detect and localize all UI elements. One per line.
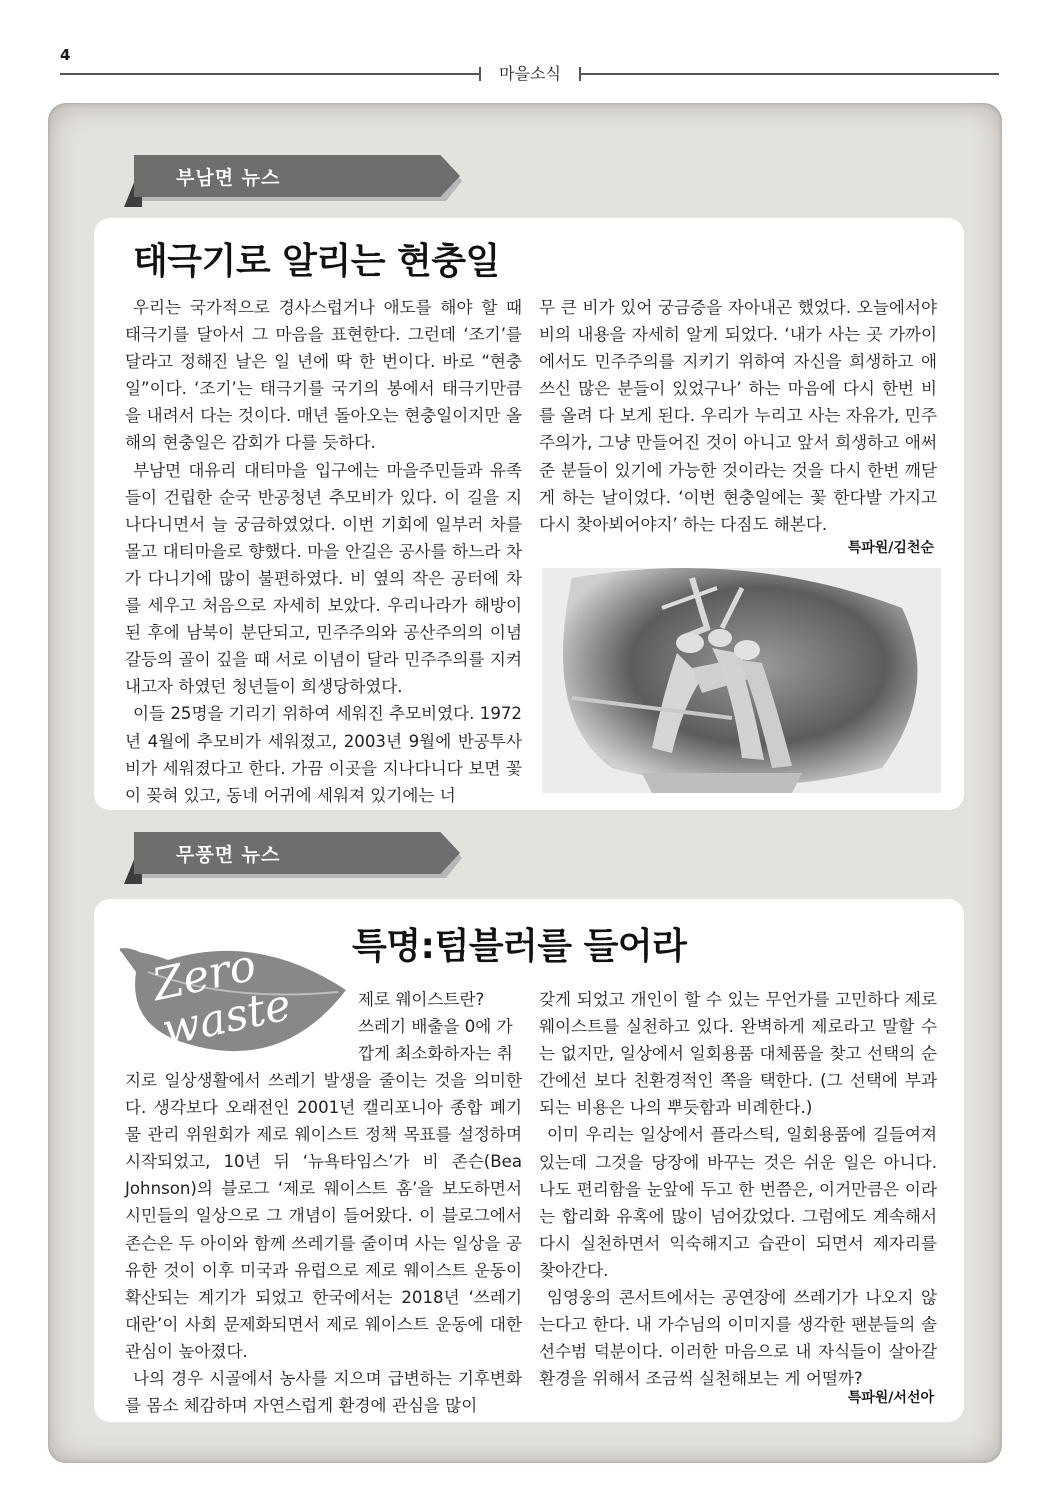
memorial-statue-photo — [542, 568, 941, 793]
article1-right-column — [539, 294, 937, 538]
paragraph: 갖게 되었고 개인이 할 수 있는 무언가를 고민하다 제로 웨이스트를 실천하고 있다. 완벽하게 제로라고 말할 수는 없지만, 일상에서 일회용품 대체품을 찾고 선택의 순간에선 보다 친환경적인 쪽을 택한다. (그 선택에 부과되는 비용은 나의 뿌듯함과 비례한다.) — [539, 990, 937, 1118]
article2-wrap-lines — [358, 986, 522, 1067]
paragraph: 무 큰 비가 있어 궁금증을 자아내곤 했었다. 오늘에서야 비의 내용을 자세히 알게 되었다. ‘내가 사는 곳 가까이에서도 민주주의를 지키기 위하여 자신을 희생하고 애쓰신 많은 분들이 있었구나’ 하는 마음에 다시 한번 비를 올려 다 보게 된다. 우리가 누리고 사는 자유가, 민주주의가, 그냥 만들어진 것이 아니고 앞서 희생하고 애써 준 분들이 있기에 가능한 것이라는 것을 다시 한번 깨닫게 하는 날이었다. ‘이번 현충일에는 꽃 한다발 가지고 다시 찾아뵈어야지’ 하는 다짐도 해본다. — [539, 298, 937, 534]
paragraph: 지로 일상생활에서 쓰레기 발생을 줄이는 것을 의미한다. 생각보다 오래전인 2001년 캘리포니아 종합 폐기물 관리 위원회가 제로 웨이스트 정책 목표를 설정하며 시작되었고, 10년 뒤 ‘뉴욕타임스’가 비 존슨(Bea Johnson)의 블로그 ‘제로 웨이스트 홈’을 보도하면서 시민들의 일상으로 그 개념이 들어왔다. 이 블로그에서 존슨은 두 아이와 함께 쓰레기를 줄이며 사는 일상을 공유한 것이 이후 미국과 유럽으로 제로 웨이스트 운동이 확산되는 계기가 되었고 한국에서는 2018년 ‘쓰레기 대란’이 사회 문제화되면서 제로 웨이스트 운동에 대한 관심이 높아졌다. — [125, 1071, 522, 1361]
ribbon-mupung-news — [124, 832, 464, 884]
zero-waste-logo — [108, 932, 360, 1062]
headline-2: 특명:텀블러를 들어라 — [352, 926, 687, 967]
article2-right-column — [539, 986, 937, 1392]
paragraph: 나의 경우 시골에서 농사를 지으며 급변하는 기후변화를 몸소 체감하며 자연스럽게 환경에 관심을 많이 — [125, 1369, 522, 1416]
paragraph: 이들 25명을 기리기 위하여 세워진 추모비였다. 1972년 4월에 추모비가 세워졌고, 2003년 9월에 반공투사비가 세워졌다고 한다. 가끔 이곳을 지나다니다 보면 꽃이 꽂혀 있고, 동네 어귀에 세워져 있기에는 너 — [125, 704, 522, 805]
wrap-line: 쓰레기 배출을 0에 가 — [358, 1017, 513, 1037]
wrap-line: 깝게 최소화하자는 취 — [358, 1044, 513, 1064]
paragraph: 우리는 국가적으로 경사스럽거나 애도를 해야 할 때 태극기를 달아서 그 마음을 표현한다. 그런데 ‘조기’를 달라고 정해진 날은 일 년에 딱 한 번이다. 바로 “현충일”이다. ‘조기’는 태극기를 국기의 봉에서 태극기만큼을 내려서 다는 것이다. 매년 돌아오는 현충일이지만 올해의 현충일은 감회가 다를 듯하다. — [125, 298, 522, 453]
headline-1: 태극기로 알리는 현충일 — [133, 241, 500, 282]
wrap-line: 제로 웨이스트란? — [358, 990, 485, 1009]
ribbon-label: 부남면 뉴스 — [176, 167, 281, 189]
article1-left-column — [125, 294, 522, 809]
section-title: 마을소식 — [479, 60, 581, 88]
byline-2: 특파원/서선아 — [847, 1390, 934, 1406]
paragraph: 부남면 대유리 대티마을 입구에는 마을주민들과 유족들이 건립한 순국 반공청년 추모비가 있다. 이 길을 지나다니면서 늘 궁금하였었다. 이번 기회에 일부러 차를 몰고 대티마을로 향했다. 마을 안길은 공사를 하느라 차가 다니기에 많이 불편하였다. 비 옆의 작은 공터에 차를 세우고 처음으로 자세히 보았다. 우리나라가 해방이 된 후에 남북이 분단되고, 민주주의와 공산주의의 이념 갈등의 골이 깊을 때 서로 이념이 달라 민주주의를 지켜내고자 하였던 청년들이 희생당하였다. — [125, 460, 522, 697]
article2-left-column — [125, 1067, 522, 1419]
paragraph: 임영웅의 콘서트에서는 공연장에 쓰레기가 나오지 않는다고 한다. 내 가수님의 이미지를 생각한 팬분들의 솔선수범 덕분이다. 이러한 마음으로 내 자식들이 살아갈 환경을 위해서 조금씩 실천해보는 게 어떨까? — [539, 1288, 937, 1389]
logo-text: Zero waste — [148, 939, 296, 1057]
byline-1: 특파원/김천순 — [847, 540, 934, 556]
memorial-statue-image — [542, 568, 941, 793]
page-number: 4 — [60, 46, 71, 64]
ribbon-bunam-news — [124, 155, 464, 207]
ribbon-label: 무풍면 뉴스 — [176, 844, 281, 866]
paragraph: 이미 우리는 일상에서 플라스틱, 일회용품에 길들여져 있는데 그것을 당장에 바꾸는 것은 쉬운 일은 아니다. 나도 편리함을 눈앞에 두고 한 번쯤은, 이거만큼은 이라는 합리화 유혹에 많이 넘어갔었다. 그럼에도 계속해서 다시 실천하면서 익숙해지고 습관이 되면서 제자리를 찾아간다. — [539, 1125, 937, 1280]
